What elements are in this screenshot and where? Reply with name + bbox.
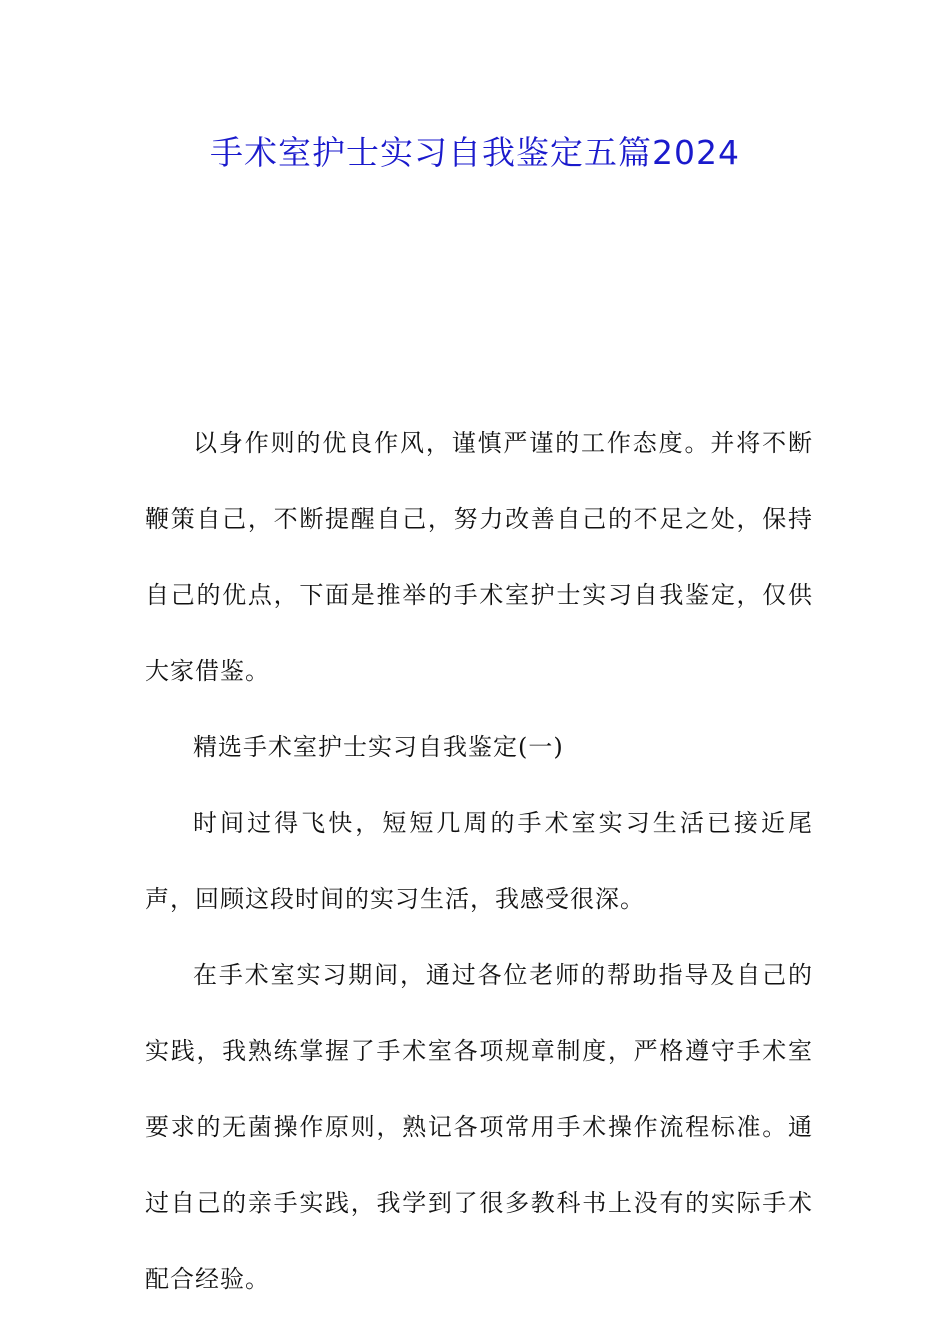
- intro-paragraph-block: [145, 405, 813, 709]
- body-paragraph-block-1: [145, 785, 813, 937]
- section-heading: 精选手术室护士实习自我鉴定(一): [193, 733, 564, 761]
- body-paragraph-block-2: [145, 937, 813, 1317]
- section-heading-block: [145, 709, 813, 785]
- body-paragraph-2: 在手术室实习期间，通过各位老师的帮助指导及自己的实践，我熟练掌握了手术室各项规章制度，严格遵守手术室要求的无菌操作原则，熟记各项常用手术操作流程标准。通过自己的亲手实践，我学到了很多教科书上没有的实际手术配合经验。: [145, 961, 813, 1293]
- document-title: 手术室护士实习自我鉴定五篇2024: [210, 133, 740, 172]
- intro-paragraph: 以身作则的优良作风，谨慎严谨的工作态度。并将不断鞭策自己，不断提醒自己，努力改善自己的不足之处，保持自己的优点，下面是推举的手术室护士实习自我鉴定，仅供大家借鉴。: [145, 429, 813, 685]
- body-paragraph-1: 时间过得飞快，短短几周的手术室实习生活已接近尾声，回顾这段时间的实习生活，我感受很深。: [145, 809, 813, 913]
